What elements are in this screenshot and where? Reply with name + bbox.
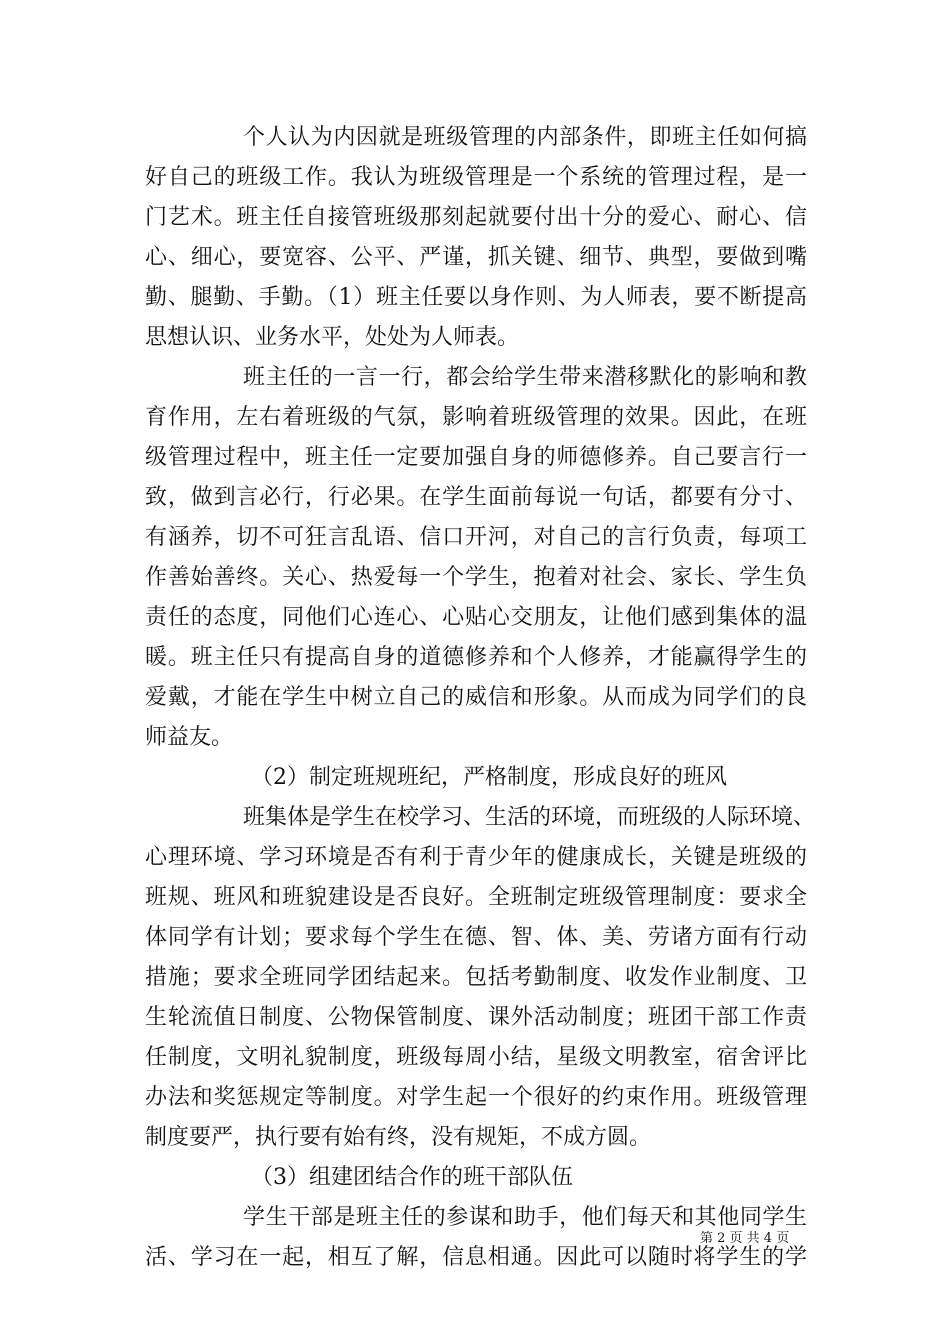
text-line: 勤、腿勤、手勤。（1）班主任要以身作则、为人师表，要不断提高 xyxy=(145,285,807,310)
text-line: 学生干部是班主任的参谋和助手，他们每天和其他同学生 xyxy=(243,1205,807,1230)
text-line: 措施；要求全班同学团结起来。包括考勤制度、收发作业制度、卫 xyxy=(145,965,807,990)
text-line: 级管理过程中，班主任一定要加强自身的师德修养。自己要言行一 xyxy=(145,445,807,470)
text-line: 班集体是学生在校学习、生活的环境，而班级的人际环境、 xyxy=(243,805,816,830)
section-heading-2: （2）制定班规班纪，严格制度，形成良好的班风 xyxy=(251,765,727,790)
paragraph-2 xyxy=(145,358,807,758)
text-line: 门艺术。班主任自接管班级那刻起就要付出十分的爱心、耐心、信 xyxy=(145,205,807,230)
text-line: 爱戴，才能在学生中树立自己的威信和形象。从而成为同学们的良 xyxy=(145,685,807,710)
text-line: 暖。班主任只有提高自身的道德修养和个人修养，才能赢得学生的 xyxy=(145,645,807,670)
text-line: 心理环境、学习环境是否有利于青少年的健康成长，关键是班级的 xyxy=(145,845,807,870)
text-line: 办法和奖惩规定等制度。对学生起一个很好的约束作用。班级管理 xyxy=(145,1085,807,1110)
text-line: 个人认为内因就是班级管理的内部条件，即班主任如何搞 xyxy=(243,125,807,150)
text-line: 责任的态度，同他们心连心、心贴心交朋友，让他们感到集体的温 xyxy=(145,605,807,630)
text-line: 好自己的班级工作。我认为班级管理是一个系统的管理过程，是一 xyxy=(145,165,807,190)
page-number-footer: 第 2 页 共 4 页 xyxy=(700,1231,790,1246)
text-line: 致，做到言必行，行必果。在学生面前每说一句话，都要有分寸、 xyxy=(145,485,807,510)
text-line: 师益友。 xyxy=(145,725,234,750)
paragraph-3 xyxy=(145,798,816,1158)
text-line: 活、学习在一起，相互了解，信息相通。因此可以随时将学生的学 xyxy=(145,1245,807,1270)
text-line: 体同学有计划；要求每个学生在德、智、体、美、劳诸方面有行动 xyxy=(145,925,807,950)
text-line: 作善始善终。关心、热爱每一个学生，抱着对社会、家长、学生负 xyxy=(145,565,807,590)
text-line: 育作用，左右着班级的气氛，影响着班级管理的效果。因此，在班 xyxy=(145,405,807,430)
text-line: 思想认识、业务水平，处处为人师表。 xyxy=(145,325,520,350)
text-line: 生轮流值日制度、公物保管制度、课外活动制度；班团干部工作责 xyxy=(145,1005,807,1030)
text-line: 任制度，文明礼貌制度，班级每周小结，星级文明教室，宿舍评比 xyxy=(145,1045,807,1070)
document-body xyxy=(145,118,816,1278)
text-line: 有涵养，切不可狂言乱语、信口开河，对自己的言行负责，每项工 xyxy=(145,525,807,550)
text-line: 班规、班风和班貌建设是否良好。全班制定班级管理制度：要求全 xyxy=(145,885,807,910)
section-heading-3: （3）组建团结合作的班干部队伍 xyxy=(251,1165,573,1190)
paragraph-1 xyxy=(145,118,807,358)
text-line: 制度要严，执行要有始有终，没有规矩，不成方圆。 xyxy=(145,1125,652,1150)
text-line: 班主任的一言一行，都会给学生带来潜移默化的影响和教 xyxy=(243,365,807,390)
text-line: 心、细心，要宽容、公平、严谨，抓关键、细节、典型，要做到嘴 xyxy=(145,245,807,270)
